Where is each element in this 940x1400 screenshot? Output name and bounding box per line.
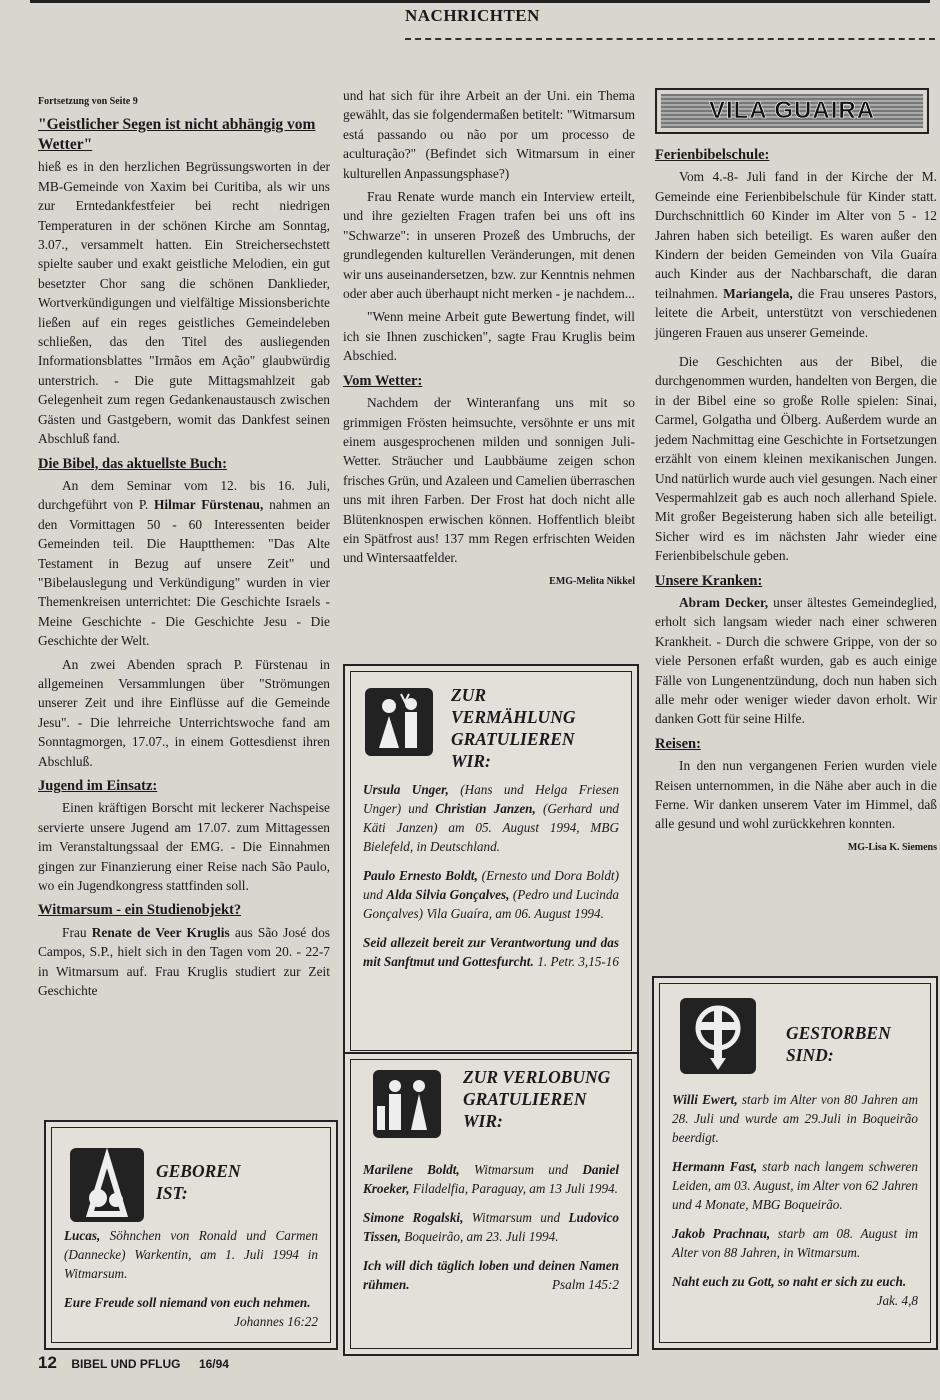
top-rule	[30, 0, 930, 3]
continuation-note: Fortsetzung von Seite 9	[38, 96, 138, 107]
box-title: GEBOREN IST:	[156, 1161, 241, 1203]
announcement-entry: Willi Ewert, starb im Alter von 80 Jahren am 28. Juli und wurde am 29.Juli in Boqueirão beerdigt.	[672, 1092, 918, 1145]
page-footer	[38, 1353, 229, 1373]
publication-name: BIBEL UND PFLUG	[71, 1357, 181, 1371]
announcement-entry: Marilene Boldt, Witmarsum und Daniel Kroeker, Filadelfia, Paraguay, am 13 Juli 1994.	[363, 1162, 619, 1196]
banner-text: VILA GUAIRA	[708, 97, 876, 124]
article-body-jugend: Einen kräftigen Borscht mit leckerer Nachspeise servierte unsere Jugend am 17.07. zum Mittagessen im Veranstaltungssaal der EMG. - Die Einnahmen gingen zur Finanzierung einer Reise nach São Paulo, wo ein Jugendkongress stattfinden soll.	[38, 800, 330, 894]
announcement-entry: Paulo Ernesto Boldt, (Ernesto und Dora Boldt) und Alda Silvia Gonçalves, (Pedro und Lucinda Gonçalves) Vila Guaíra, am 06. August 1994.	[363, 868, 620, 921]
bible-verse: Ich will dich täglich loben und deinen Namen rühmen. Psalm 145:2	[363, 1258, 619, 1292]
verse-reference: 1. Petr. 3,15-16	[537, 954, 619, 969]
verse-reference: Psalm 145:2	[551, 1277, 619, 1292]
article-heading-ferienbibelschule: Ferienbibelschule:	[655, 147, 770, 163]
person-name: Hilmar Fürstenau,	[153, 497, 264, 513]
box-wedding	[343, 664, 639, 1058]
verse-reference: Johannes 16:22	[234, 1314, 318, 1329]
article-heading-bibel: Die Bibel, das aktuellste Buch:	[38, 455, 227, 472]
header-dashed-rule	[405, 38, 935, 40]
article-heading-witmarsum: Witmarsum - ein Studienobjekt?	[38, 902, 242, 919]
announcement-entry: Jakob Prachnau, starb am 08. August im Alter von 88 Jahren, in Witmarsum.	[672, 1226, 918, 1260]
announcement-entry: Lucas, Söhnchen von Ronald und Carmen (Dannecke) Warkentin, am 1. Juli 1994 in Witmarsum.	[64, 1228, 318, 1281]
article-body-bibel-1: An dem Seminar vom 12. bis 16. Juli, durchgeführt von P. Hilmar Fürstenau, nahmen an den Vormittagen 50 - 60 Interessenten beider Gemeinden teil. Die Hauptthemen: "Das Alte Testament in Bezug auf unsere Zeit" und "Bibelauslegung und Verkündigung" wurden in vier Themenkreisen unterrichtet: Die Geschichte Israels - Meine Geschichte - Die Geschichte Jesu - Die Geschichte der Welt.	[38, 477, 330, 649]
box-title: ZUR VERLOBUNG GRATULIEREN WIR:	[463, 1067, 611, 1131]
bible-verse: Naht euch zu Gott, so naht er sich zu euch. Jak. 4,8	[672, 1274, 918, 1308]
article-body-wetter: Nachdem der Winteranfang uns mit so grimmigen Frösten heimsuchte, versöhnte er uns mit einem ausgesprochenen milden und sonnigen Juli-Wetter. Sträucher und Laubbäume zeigen schon frisches Grün, und Azaleen und Camelien überraschen uns mit ihren Farben. Der Frost hat doch nicht alle Blütenknospen erwischen können. Hoffentlich bleibt ein Spätfrost aus! 137 mm Regen erfrischten Weiden und Wintersaatfelder.	[343, 395, 635, 566]
issue-number: 16/94	[198, 1357, 229, 1371]
article-body-witmarsum-cont-3: "Wenn meine Arbeit gute Bewertung findet, will ich sie Ihnen zuschicken", sagte Frau Kruglis beim Abschied.	[343, 309, 635, 364]
article-body-witmarsum-cont: und hat sich für ihre Arbeit an der Uni. ein Thema gewählt, das sie folgendermaßen betitelt: "Witmarsum está passando ou não por um processo de aculturação?" (Befindet sich Witmarsum in einer kulturellen Anpassungsphase?)	[343, 88, 635, 181]
article-body-witmarsum-cont-2: Frau Renate wurde manch ein Interview erteilt, und ihre gezielten Fragen trafen bei uns oft ins "Schwarze": in unseren Prozeß des Umbruchs, der grundlegenden kulturellen Veränderungen, mit denen wir uns auseinandersetzen, bzw. zur Kenntnis nehmen oder aber auch überhaupt nicht merken - je nachdem...	[343, 189, 635, 302]
announcement-entry: Simone Rogalski, Witmarsum und Ludovico Tissen, Boqueirão, am 23. Juli 1994.	[363, 1210, 619, 1244]
article-body-kranken: Abram Decker, unser ältestes Gemeindeglied, erholt sich langsam wieder nach einer schweren Krankheit. - Durch die schwere Grippe, von der so viele Personen erfaßt wurden, gab es auch einige Fälle von Lungenentzündung, doch nun haben sich alle mehr oder weniger wieder davon erholt. Wir danken Gott für seine Hilfe.	[655, 594, 937, 727]
author-signature: EMG-Melita Nikkel	[549, 575, 635, 587]
article-heading-reisen: Reisen:	[655, 735, 701, 752]
announcement-entry: Ursula Unger, (Hans und Helga Friesen Unger) und Christian Janzen, (Gerhard und Käti Janzen) am 05. August 1994, MBG Bielefeld, in Deutschland.	[363, 782, 620, 854]
box-engagement	[343, 1052, 639, 1356]
article-heading-jugend: Jugend im Einsatz:	[38, 778, 158, 794]
box-born	[44, 1120, 338, 1350]
announcement-entry: Hermann Fast, starb nach langem schweren Leiden, am 03. August, im Alter von 62 Jahren und 4 Monate, MBG Boqueirão.	[672, 1159, 918, 1212]
person-name: Mariangela,	[723, 285, 793, 301]
article-body-bibel-2: An zwei Abenden sprach P. Fürstenau in allgemeinen Versammlungen über "Strömungen unserer Zeit und ihre Einflüsse auf die Gemeinde Jesu". - Die lehrreiche Unterrichtswoche fand am Sonntagmorgen, 17.07., in einem Gottesdienst ihren Abschluß.	[38, 656, 330, 769]
author-signature: MG-Lisa K. Siemens	[847, 841, 937, 853]
article-heading-segen: "Geistlicher Segen ist nicht abhängig vom Wetter"	[38, 116, 316, 154]
bible-verse: Eure Freude soll niemand von euch nehmen. Johannes 16:22	[64, 1295, 318, 1329]
engagement-icon	[373, 1070, 441, 1138]
wedding-icon	[365, 688, 433, 756]
box-title: GESTORBEN SIND:	[786, 1023, 891, 1065]
bible-verse: Seid allezeit bereit zur Verantwortung und das mit Sanftmut und Gottesfurcht. 1. Petr. 3,15-16	[363, 935, 619, 969]
person-name: Renate de Veer Kruglis	[91, 924, 230, 940]
person-name: Abram Decker,	[679, 594, 769, 610]
baby-icon	[70, 1148, 144, 1222]
box-died	[652, 976, 938, 1350]
article-body-ferienbibelschule-2: Die Geschichten aus der Bibel, die durchgenommen wurden, handelten von Bergen, die in der Bibel eine so große Rolle spielen: Sinai, Carmel, Golgatha und Ölberg. Außerdem wurde an jedem Nachmittag eine Geschichte in Fortsetzungen erzählt von einem kleinen mexikanischen Jungen. Und natürlich wurde auch viel gesungen. Nach einer Vespermahlzeit gab es auch noch allerhand Spiele. Mit großer Begeisterung haben sich alle beteiligt. Sicher wird es im nächsten Jahr wieder eine Ferienbibelschule geben.	[655, 354, 937, 564]
column-right	[655, 140, 937, 857]
article-heading-kranken: Unsere Kranken:	[655, 572, 763, 589]
column-middle	[343, 86, 635, 591]
vila-guaira-banner	[655, 88, 929, 134]
box-title: ZUR VERMÄHLUNG GRATULIEREN WIR:	[451, 685, 576, 771]
article-body-reisen: In den nun vergangenen Ferien wurden viele Reisen unternommen, in die Nähe aber auch in die Ferne. Wir danken unserem Vater im Himmel, daß alle gesund und wohl zurückkehren konnten.	[655, 758, 937, 832]
column-left	[38, 92, 330, 1004]
article-body-ferienbibelschule-1: Vom 4.-8- Juli fand in der Kirche der M. Gemeinde eine Ferienbibelschule für Kinder statt. Durchschnittlich 60 Kinder im Alter von 5 - 12 Jahren haben sich beteiligt. Es waren außer den Kindern der beiden Gemeinden von Vila Guaíra auch Kinder aus der Nachbarschaft, die daran teilnahmen. Mariangela, die Frau unseres Pastors, leitete die Arbeit, unterstützt von verschiedenen jüngeren Frauen aus unserer Gemeinde.	[655, 169, 937, 340]
article-body-witmarsum: Frau Renate de Veer Kruglis aus São José dos Campos, S.P., hielt sich in den Tagen vom 20. - 22-7 in Witmarsum auf. Frau Kruglis studiert zur Zeit Geschichte	[38, 924, 330, 999]
verse-reference: Jak. 4,8	[876, 1293, 918, 1308]
section-header: NACHRICHTEN	[405, 6, 540, 25]
page-number: 12	[38, 1353, 57, 1372]
article-heading-wetter: Vom Wetter:	[343, 372, 423, 389]
article-body-segen: hieß es in den herzlichen Begrüssungsworten in der MB-Gemeinde von Xaxim bei Curitiba, als wir uns zur Erntedankfestfeier bei recht niedrigen Temperaturen in der schönen Kirche am Sonntag, 3.07., versammelt hatten. Ein Streichersechstett spielte sauber und exakt geistliche Melodien, ein gut besetzter Chor sang die schönen Danklieder, Wortverkündigungen und vielfältige Missionsberichte ließen auf ein reges geistliches Gemeindeleben schließen, das den Titel des ausliegenden Informationsblattes "Irmãos em Ação" glaubwürdig unterstrich. - Die gute Mittagsmahlzeit gab Gelegenheit zum regen Gedankenaustausch zwischen Gästen und Gastgebern, womit das Dankfest seinen Abschluß fand.	[38, 159, 330, 447]
cross-wreath-icon	[680, 998, 756, 1074]
